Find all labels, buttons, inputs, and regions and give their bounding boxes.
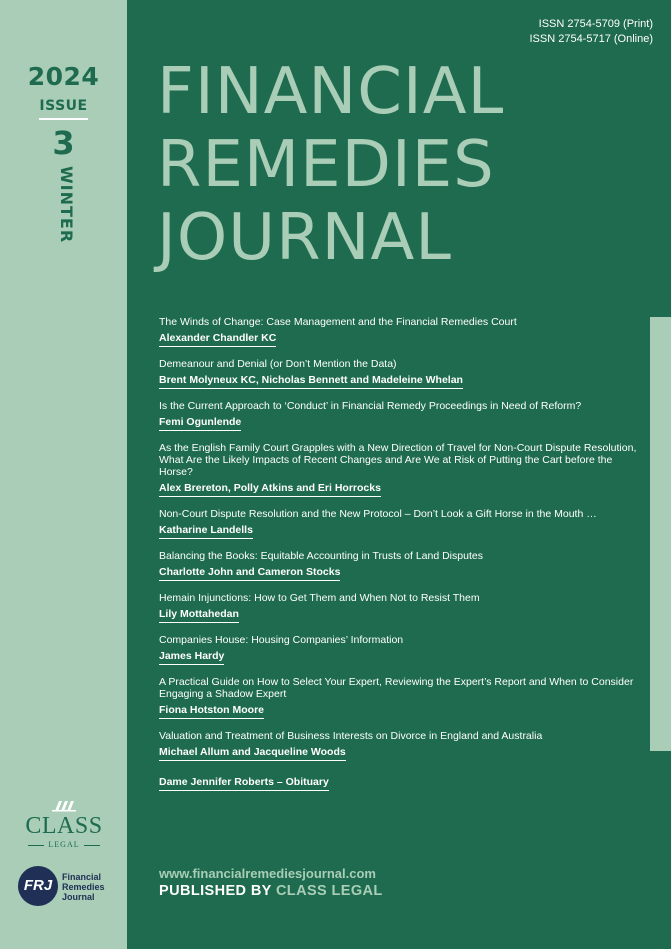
- article-author: Michael Allum and Jacqueline Woods: [159, 746, 346, 761]
- article-title: A Practical Guide on How to Select Your Expert, Reviewing the Expert’s Report and When to Consider Engaging a Shadow Expert: [159, 676, 634, 700]
- title-line-1: FINANCIAL: [157, 55, 505, 129]
- cover-footer: [159, 866, 383, 900]
- publisher-line: [159, 882, 383, 900]
- table-of-contents: [159, 316, 641, 802]
- article-author: Fiona Hotston Moore: [159, 704, 264, 719]
- toc-article: [159, 634, 641, 665]
- article-author: James Hardy: [159, 650, 224, 665]
- article-author: Femi Ogunlende: [159, 416, 241, 431]
- issue-divider: [39, 118, 88, 120]
- article-author: Charlotte John and Cameron Stocks: [159, 566, 340, 581]
- frj-monogram: FRJ: [18, 866, 58, 906]
- issue-season: WINTER: [57, 166, 76, 244]
- toc-article: [159, 508, 641, 539]
- issn-print: ISSN 2754-5709 (Print): [538, 18, 653, 30]
- article-author: Brent Molyneux KC, Nicholas Bennett and Madeleine Whelan: [159, 374, 463, 389]
- toc-article: [159, 730, 641, 761]
- class-logo-subtitle: LEGAL: [18, 840, 110, 849]
- article-title: Companies House: Housing Companies’ Information: [159, 634, 404, 646]
- journal-title: [157, 56, 637, 275]
- article-author: Alexander Chandler KC: [159, 332, 276, 347]
- article-title: Valuation and Treatment of Business Interests on Divorce in England and Australia: [159, 730, 543, 742]
- article-author: Dame Jennifer Roberts – Obituary: [159, 776, 329, 791]
- frj-logo-line1: Financial: [62, 872, 102, 882]
- toc-article: [159, 592, 641, 623]
- toc-article: [159, 316, 641, 347]
- class-legal-mark-icon: [52, 800, 76, 812]
- article-title: Non-Court Dispute Resolution and the New Protocol – Don’t Look a Gift Horse in the Mouth …: [159, 508, 597, 520]
- publisher-name: CLASS LEGAL: [275, 883, 383, 899]
- title-line-3: JOURNAL: [157, 201, 452, 275]
- published-by-label: PUBLISHED BY: [159, 883, 276, 899]
- frj-logo-line2: Remedies: [62, 882, 105, 892]
- toc-article: [159, 676, 641, 719]
- toc-article: [159, 772, 641, 791]
- article-author: Lily Mottahedan: [159, 608, 239, 623]
- toc-article: [159, 400, 641, 431]
- article-title: Balancing the Books: Equitable Accounting in Trusts of Land Disputes: [159, 550, 483, 562]
- article-author: Katharine Landells: [159, 524, 253, 539]
- title-line-2: REMEDIES: [157, 128, 495, 202]
- article-title: The Winds of Change: Case Management and the Financial Remedies Court: [159, 316, 517, 328]
- issue-number: 3: [52, 124, 75, 162]
- class-legal-logo: [18, 800, 110, 849]
- issn-online: ISSN 2754-5717 (Online): [529, 33, 653, 45]
- article-title: Is the Current Approach to ‘Conduct’ in Financial Remedy Proceedings in Need of Reform?: [159, 400, 582, 412]
- article-title: Demeanour and Denial (or Don’t Mention the Data): [159, 358, 397, 370]
- journal-url[interactable]: www.financialremediesjournal.com: [159, 866, 376, 881]
- toc-article: [159, 550, 641, 581]
- side-tab: [650, 317, 671, 751]
- issue-label: ISSUE: [39, 98, 88, 114]
- issue-year: 2024: [27, 62, 100, 91]
- article-author: Alex Brereton, Polly Atkins and Eri Horrocks: [159, 482, 381, 497]
- frj-logo-text: [62, 872, 132, 902]
- frj-logo-line3: Journal: [62, 892, 95, 902]
- frj-logo: [18, 866, 123, 908]
- toc-article: [159, 442, 641, 497]
- left-strip: [0, 0, 127, 949]
- article-title: As the English Family Court Grapples with a New Direction of Travel for Non-Court Dispute Resolution, What Are the Likely Impacts of Recent Changes and Are We at Risk of Putting the Cart before the Horse?: [159, 442, 637, 478]
- toc-article: [159, 358, 641, 389]
- class-logo-wordmark: CLASS: [25, 813, 103, 839]
- issn-block: [529, 17, 653, 47]
- article-title: Hemain Injunctions: How to Get Them and When Not to Resist Them: [159, 592, 480, 604]
